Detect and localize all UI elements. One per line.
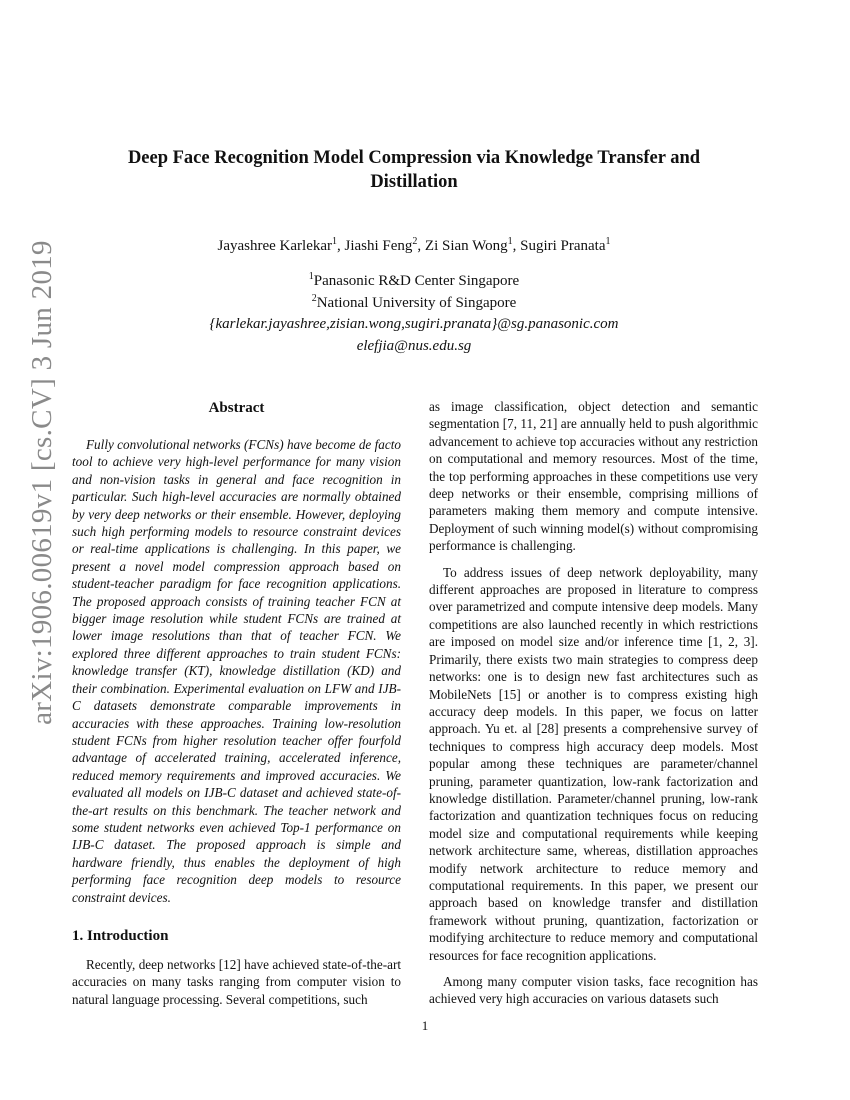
introduction-paragraph: Recently, deep networks [12] have achieved state-of-the-art accuracies on many tasks ranging from computer vision to natural language processing. Several competitions, such <box>72 956 401 1007</box>
author-name: Jiashi Feng <box>344 238 413 254</box>
author-list <box>100 236 728 256</box>
affiliation-mark: 1 <box>308 271 314 282</box>
body-paragraph: as image classification, object detection and semantic segmentation [7, 11, 21] are annually held to push algorithmic advancement to achieve top accuracies without any restriction on computational and memory resources. Most of the time, the top performing approaches in these competitions use very deep networks or their ensemble, comprising millions of parameters making them memory and compute intensive. Deployment of such winning model(s) without compromising performance is challenging. <box>429 399 758 554</box>
body-paragraph: To address issues of deep network deployability, many different approaches are proposed in literature to compress over parametrized and compute intensive deep models. Many competitions are also launched recently in which restrictions are imposed on model size and/or inference time [1, 2, 3]. Primarily, there exists two main strategies to compress deep networks: one is to design new fast architectures such as MobileNets [15] or another is to compress existing high accuracy deep models. In this paper, we focus on latter approach. Yu et. al [28] presents a comprehensive survey of techniques to compress high accuracy deep models. Most popular among these techniques are parameter/channel pruning, parameter quantization, low-rank factorization and knowledge distillation. Parameter/channel pruning, low-rank factorization and quantization techniques focus on reducing model size and computational requirements while keeping network architecture same, whereas, distillation approaches modify network architecture to reduce memory and computational requirements. In this paper, we present our approach based on knowledge transfer and distillation framework without pruning, quantization, factorization or modifying architecture to reduce memory and computational resources for face recognition applications. <box>429 564 758 963</box>
right-column <box>429 398 758 1017</box>
affiliation-1 <box>100 271 728 293</box>
affiliation-name: National University of Singapore <box>316 294 517 311</box>
author-separator: , <box>512 238 521 254</box>
affiliation-mark: 2 <box>311 292 317 304</box>
arxiv-stamp <box>22 239 62 725</box>
title-line-2: Distillation <box>370 172 458 192</box>
abstract-text: Fully convolutional networks (FCNs) have become de facto tool to achieve very high-level performance for many vision and non-vision tasks in general and face recognition in particular. Such high-level accuracies are normally obtained by very deep networks or their ensemble. However, deploying such high performing models to resource constraint devices or real-time applications is challenging. In this paper, we present a novel model compression approach based on student-teacher paradigm for face recognition applications. The proposed approach consists of training teacher FCN at bigger image resolution while student FCNs are trained at lower image resolutions than that of teacher FCN. We explored three different approaches to train student FCNs: knowledge transfer (KT), knowledge distillation (KD) and their combination. Experimental evaluation on LFW and IJB-C datasets demonstrate comparable improvements in accuracies with these approaches. Training low-resolution student FCNs from higher resolution teacher offer fourfold advantage of accelerated training, accelerated inference, reduced memory requirements and improved accuracies. We evaluated all models on IJB-C dataset and achieved state-of-the-art results on this benchmark. The teacher network and some student networks even achieved Top-1 performance on IJB-C dataset. The proposed approach is simple and hardware friendly, thus enables the deployment of high performing face recognition deep models to resource constraint devices. <box>72 437 401 905</box>
page-number: 1 <box>421 1018 429 1033</box>
left-column <box>72 398 401 1017</box>
author-separator: , <box>417 238 425 254</box>
author-name: Sugiri Pranata <box>520 238 606 254</box>
author-affiliation-mark: 1 <box>507 236 513 247</box>
author-separator: , <box>337 238 345 254</box>
author-name: Zi Sian Wong <box>424 238 508 254</box>
introduction-heading: 1. Introduction <box>72 927 169 944</box>
title-line-1: Deep Face Recognition Model Compression via Knowledge Transfer and <box>127 148 701 168</box>
affiliation-name: Panasonic R&D Center Singapore <box>313 273 520 289</box>
author-affiliation-mark: 1 <box>332 236 337 247</box>
abstract-heading: Abstract <box>208 400 265 416</box>
author-emails: {karlekar.jayashree,zisian.wong,sugiri.pranata}@sg.panasonic.com <box>209 316 619 332</box>
affiliations <box>100 271 728 357</box>
affiliation-2 <box>100 293 728 315</box>
author-name: Jayashree Karlekar <box>217 238 332 254</box>
paper-title <box>100 146 728 194</box>
author-affiliation-mark: 2 <box>412 236 418 247</box>
author-email-secondary: elefjia@nus.edu.sg <box>356 337 472 354</box>
author-affiliation-mark: 1 <box>605 236 611 247</box>
arxiv-stamp-text: arXiv:1906.00619v1 [cs.CV] 3 Jun 2019 <box>25 239 58 725</box>
body-paragraph: Among many computer vision tasks, face recognition has achieved very high accuracies on various datasets such <box>429 974 758 1007</box>
